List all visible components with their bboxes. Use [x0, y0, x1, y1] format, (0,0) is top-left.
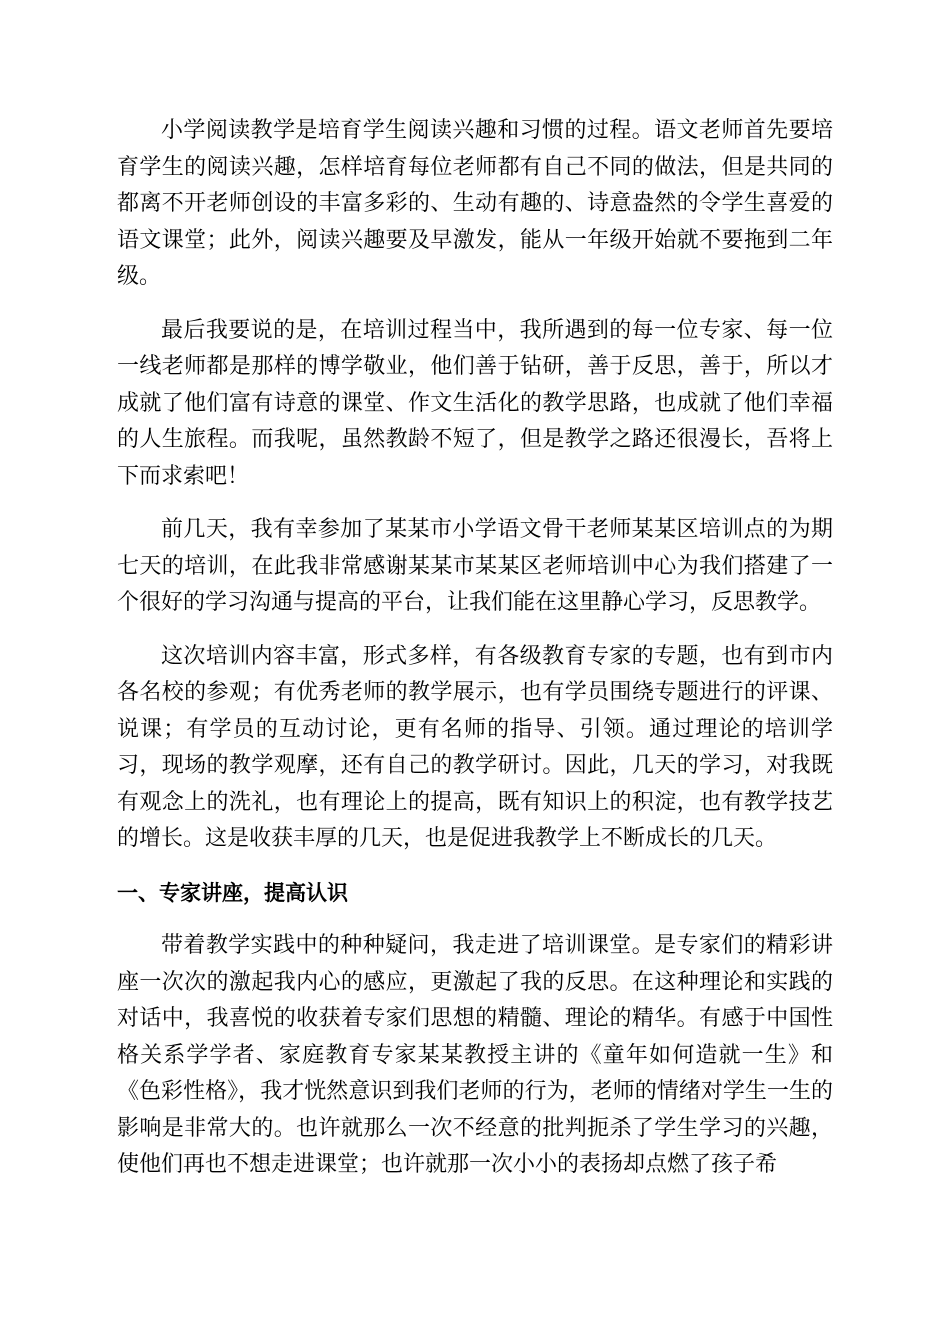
section-heading: 一、专家讲座，提高认识: [117, 880, 348, 905]
paragraph-closing-remarks: 最后我要说的是，在培训过程当中，我所遇到的每一位专家、每一位一线老师都是那样的博学敬业，他们善于钻研，善于反思，善于，所以才成就了他们富有诗意的课堂、作文生活化的教学思路，也成就了他们幸福的人生旅程。而我呢，虽然教龄不短了，但是教学之路还很漫长，吾将上下而求索吧！: [117, 317, 833, 489]
paragraph-reading-interest: 小学阅读教学是培育学生阅读兴趣和习惯的过程。语文老师首先要培育学生的阅读兴趣，怎样培育每位老师都有自己不同的做法，但是共同的都离不开老师创设的丰富多彩的、生动有趣的、诗意盎然的令学生喜爱的语文课堂；此外，阅读兴趣要及早激发，能从一年级开始就不要拖到二年级。: [117, 118, 833, 289]
paragraph-training-intro: 前几天，我有幸参加了某某市小学语文骨干老师某某区培训点的为期七天的培训，在此我非常感谢某某市某某区老师培训中心为我们搭建了一个很好的学习沟通与提高的平台，让我们能在这里静心学习，反思教学。: [117, 517, 833, 615]
document-body: [117, 113, 833, 1201]
paragraph-expert-lectures: 带着教学实践中的种种疑问，我走进了培训课堂。是专家们的精彩讲座一次次的激起我内心的感应，更激起了我的反思。在这种理论和实践的对话中，我喜悦的收获着专家们思想的精髓、理论的精华。有感于中国性格关系学学者、家庭教育专家某某教授主讲的《童年如何造就一生》和《色彩性格》，我才恍然意识到我们老师的行为，老师的情绪对学生一生的影响是非常大的。也许就那么一次不经意的批判扼杀了学生学习的兴趣，使他们再也不想走进课堂；也许就那一次小小的表扬却点燃了孩子希: [117, 933, 833, 1177]
paragraph-training-content: 这次培训内容丰富，形式多样，有各级教育专家的专题，也有到市内各名校的参观；有优秀老师的教学展示，也有学员围绕专题进行的评课、说课；有学员的互动讨论，更有名师的指导、引领。通过理论的培训学习，现场的教学观摩，还有自己的教学研讨。因此，几天的学习，对我既有观念上的洗礼，也有理论上的提高，既有知识上的积淀，也有教学技艺的增长。这是收获丰厚的几天，也是促进我教学上不断成长的几天。: [117, 643, 833, 851]
